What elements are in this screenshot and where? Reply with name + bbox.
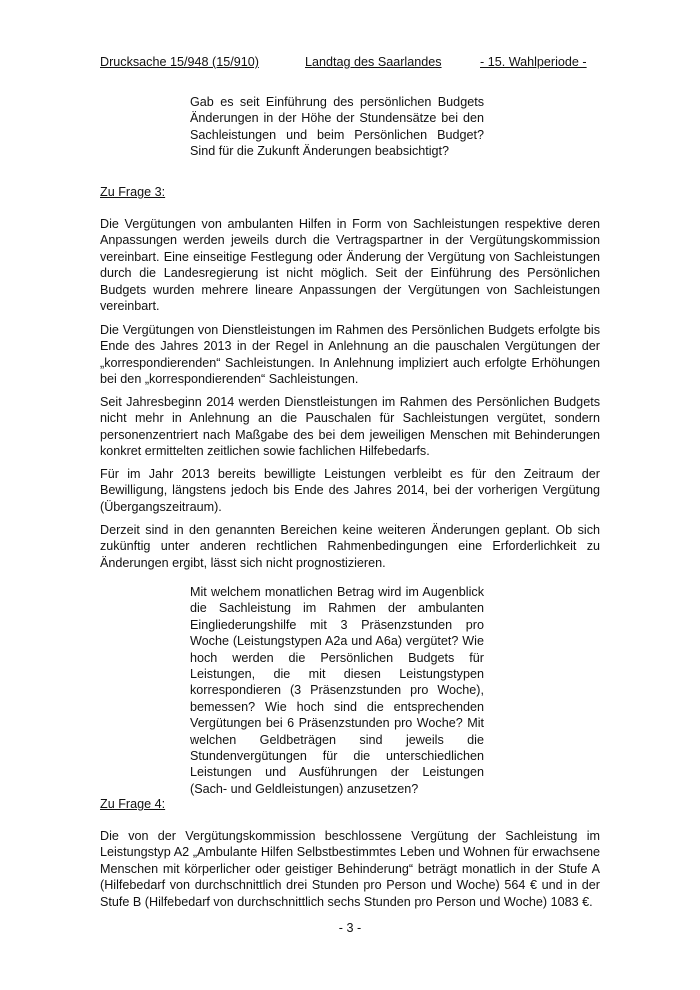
answer-3-paragraph: Die Vergütungen von ambulanten Hilfen in Form von Sachleistungen respektive deren Anpassungen werden jeweils durch die Vertragspartner in der Vergütungskommission vereinbart. Eine einseitige Festlegung oder Änderung der Vergütung von Sachleistungen durch die Landesregierung ist nicht möglich. Seit der Einführung des Persönlichen Budgets wurden mehrere lineare Anpassungen der Vergütungen von Sachleistungen vereinbart. [100,217,600,314]
answer-3-paragraph: Derzeit sind in den genannten Bereichen keine weiteren Änderungen geplant. Ob sich zukünftig unter anderen rechtlichen Rahmenbedingungen eine Erforderlichkeit zu Änderungen ergibt, lässt sich nicht prognostizieren. [100,523,600,570]
answer-4-label: Zu Frage 4: [100,797,166,811]
answer-3-paragraph: Die Vergütungen von Dienstleistungen im Rahmen des Persönlichen Budgets erfolgte bis Ende des Jahres 2013 in der Regel in Anlehnung an die pauschalen Vergütungen der „korrespondierenden“ Sachleistungen. In Anlehnung impliziert auch erfolgte Erhöhungen bei den „korrespondierenden“ Sachleistungen. [100,323,600,387]
header-document-number: Drucksache 15/948 (15/910) [100,55,259,69]
answer-3-label: Zu Frage 3: [100,185,166,199]
question-3-text: Gab es seit Einführung des persönlichen Budgets Änderungen in der Höhe der Stundensätze bei den Sachleistungen und beim Persönlichen Budget? Sind für die Zukunft Änderungen beabsichtigt? [190,95,484,159]
question-4-text: Mit welchem monatlichen Betrag wird im Augenblick die Sachleistung im Rahmen der ambulanten Eingliederungshilfe mit 3 Präsenzstunden pro Woche (Leistungstypen A2a und A6a) vergütet? Wie hoch werden die Persönlichen Budgets für Leistungen, die mit diesen Leistungstypen korrespondieren (3 Präsenzstunden pro Woche), bemessen? Wie hoch sind die entsprechenden Vergütungen bei 6 Präsenzstunden pro Woche? Mit welchen Geldbeträgen sind jeweils die Stundenvergütungen für die unterschiedlichen Leistungen und Ausführungen der Leistungen (Sach- und Geldleistungen) anzusetzen? [190,585,484,796]
header-parliament: Landtag des Saarlandes [305,55,442,69]
answer-3-paragraph: Seit Jahresbeginn 2014 werden Dienstleistungen im Rahmen des Persönlichen Budgets nicht mehr in Anlehnung an die Pauschalen für Sachleistungen vergütet, sondern personenzentriert nach Maßgabe des bei dem jeweiligen Menschen mit Behinderungen konkret ermittelten zeitlichen sowie fachlichen Hilfebedarfs. [100,395,600,459]
header-legislative-period: - 15. Wahlperiode - [480,55,587,69]
page-number: - 3 - [338,921,362,935]
answer-4-paragraph: Die von der Vergütungskommission beschlossene Vergütung der Sachleistung im Leistungstyp A2 „Ambulante Hilfen Selbstbestimmtes Leben und Wohnen für erwachsene Menschen mit körperlicher oder geistiger Behinderung“ beträgt monatlich in der Stufe A (Hilfebedarf von durchschnittlich drei Stunden pro Person und Woche) 564 € und in der Stufe B (Hilfebedarf von durchschnittlich sechs Stunden pro Person und Woche) 1083 €. [100,829,600,909]
answer-3-paragraph: Für im Jahr 2013 bereits bewilligte Leistungen verbleibt es für den Zeitraum der Bewilligung, längstens jedoch bis Ende des Jahres 2014, bei der vorherigen Vergütung (Übergangszeitraum). [100,467,600,514]
